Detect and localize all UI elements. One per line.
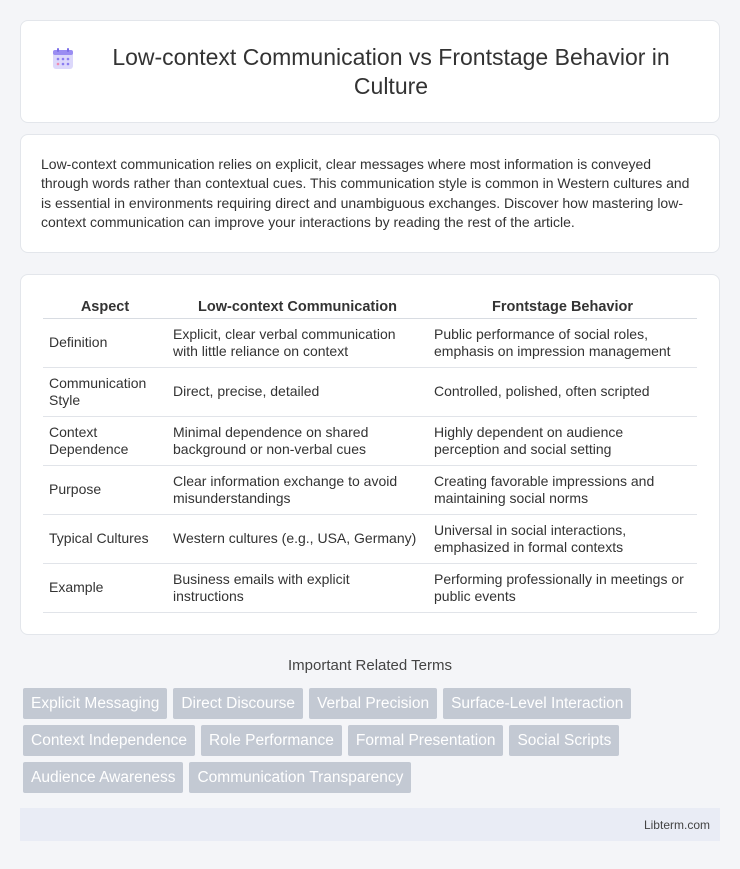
table-cell-frontstage: Universal in social interactions, emphasized in formal contexts: [428, 515, 697, 564]
table-cell-frontstage: Controlled, polished, often scripted: [428, 368, 697, 417]
table-cell-aspect: Definition: [43, 319, 167, 368]
table-cell-aspect: Example: [43, 564, 167, 613]
related-term-tag[interactable]: Verbal Precision: [309, 688, 437, 719]
related-term-tag[interactable]: Social Scripts: [509, 725, 619, 756]
related-term-tag[interactable]: Direct Discourse: [173, 688, 303, 719]
related-term-tag[interactable]: Audience Awareness: [23, 762, 183, 793]
comparison-table: [43, 297, 697, 613]
related-term-tag[interactable]: Surface-Level Interaction: [443, 688, 631, 719]
table-cell-aspect: Purpose: [43, 466, 167, 515]
related-terms-list: [23, 688, 717, 799]
table-row: [43, 417, 697, 466]
title-card: [20, 20, 720, 123]
column-header-frontstage: Frontstage Behavior: [428, 297, 697, 319]
related-term-tag[interactable]: Explicit Messaging: [23, 688, 167, 719]
related-terms-title: Important Related Terms: [288, 657, 452, 674]
table-cell-aspect: Typical Cultures: [43, 515, 167, 564]
table-header-row: [43, 297, 697, 319]
column-header-aspect: Aspect: [43, 297, 167, 319]
table-row: [43, 564, 697, 613]
table-cell-frontstage: Creating favorable impressions and maintaining social norms: [428, 466, 697, 515]
title-wrap: [51, 43, 689, 101]
table-row: [43, 319, 697, 368]
table-cell-low-context: Minimal dependence on shared background or non-verbal cues: [167, 417, 428, 466]
table-cell-low-context: Clear information exchange to avoid misunderstandings: [167, 466, 428, 515]
table-cell-low-context: Western cultures (e.g., USA, Germany): [167, 515, 428, 564]
intro-card: [20, 134, 720, 253]
table-cell-frontstage: Performing professionally in meetings or public events: [428, 564, 697, 613]
page-title: Low-context Communication vs Frontstage Behavior in Culture: [112, 43, 670, 99]
table-row: [43, 515, 697, 564]
footer: [20, 808, 720, 841]
table-cell-frontstage: Highly dependent on audience perception and social setting: [428, 417, 697, 466]
table-row: [43, 466, 697, 515]
table-cell-low-context: Explicit, clear verbal communication with little reliance on context: [167, 319, 428, 368]
related-term-tag[interactable]: Context Independence: [23, 725, 195, 756]
intro-text: Low-context communication relies on explicit, clear messages where most information is conveyed through words rather than contextual cues. This communication style is common in Western cultures and is essential in environments requiring direct and unambiguous exchanges. Discover how mastering low-context communication can improve your interactions by reading the rest of the article.: [41, 156, 690, 231]
related-term-tag[interactable]: Communication Transparency: [189, 762, 411, 793]
table-cell-low-context: Business emails with explicit instructions: [167, 564, 428, 613]
comparison-table-card: [20, 274, 720, 635]
table-cell-frontstage: Public performance of social roles, emphasis on impression management: [428, 319, 697, 368]
calendar-grid-icon: [51, 47, 75, 71]
table-cell-aspect: Context Dependence: [43, 417, 167, 466]
related-term-tag[interactable]: Role Performance: [201, 725, 342, 756]
related-term-tag[interactable]: Formal Presentation: [348, 725, 504, 756]
table-row: [43, 368, 697, 417]
column-header-low-context: Low-context Communication: [167, 297, 428, 319]
footer-site-link[interactable]: Libterm.com: [643, 817, 710, 832]
table-cell-low-context: Direct, precise, detailed: [167, 368, 428, 417]
table-cell-aspect: Communication Style: [43, 368, 167, 417]
